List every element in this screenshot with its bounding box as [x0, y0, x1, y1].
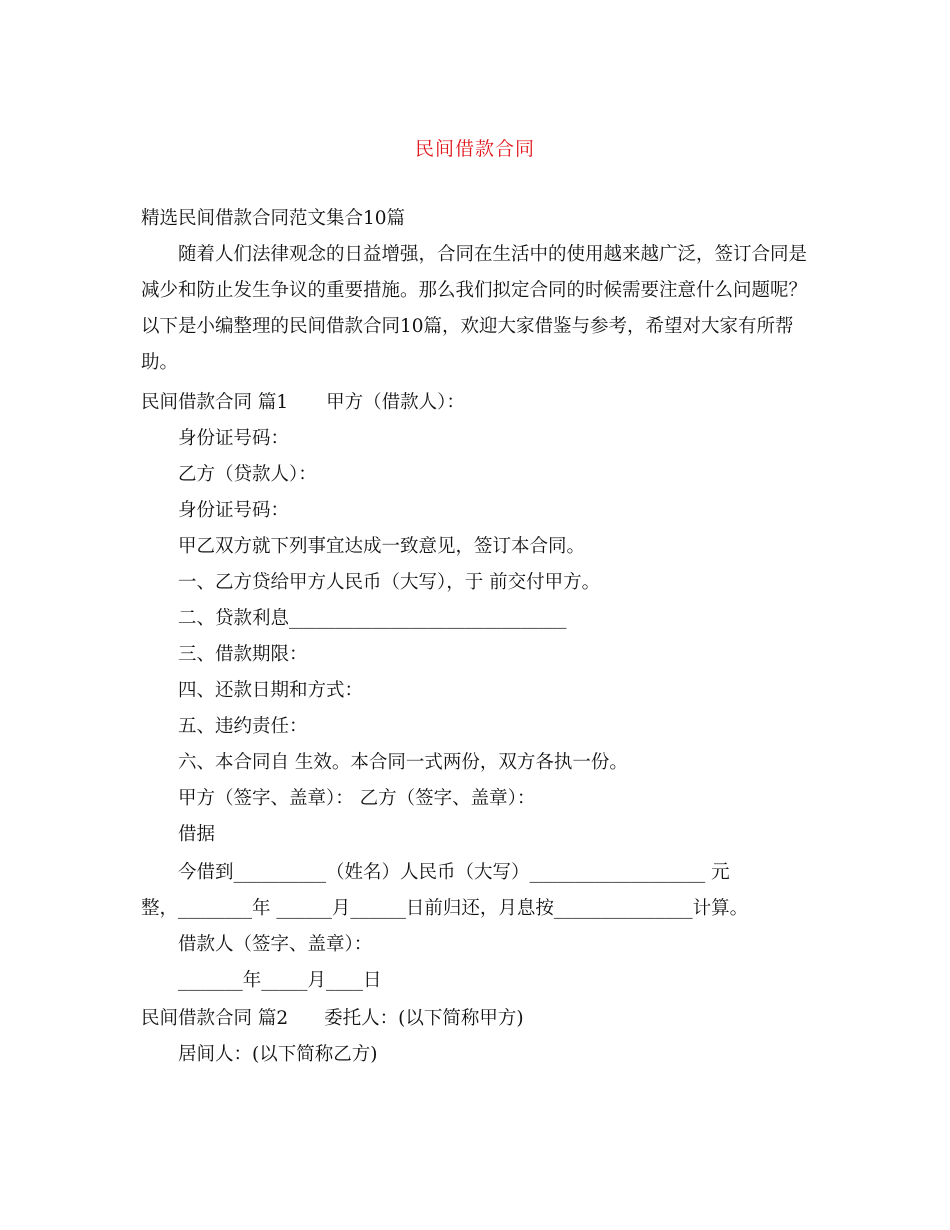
section1-line-13: 今借到__________（姓名）人民币（大写）___________________ 元	[178, 862, 730, 883]
section1-line-9: 五、违约责任：	[178, 716, 308, 737]
section2-principal: 委托人：(以下简称甲方)	[324, 1008, 524, 1029]
section2-intermediary: 居间人：(以下简称乙方)	[178, 1044, 378, 1065]
section1-line-1: 身份证号码：	[178, 428, 290, 449]
section2-heading: 民间借款合同 篇2	[141, 1008, 289, 1029]
section1-line-3: 身份证号码：	[178, 500, 290, 521]
section1-line-6: 二、贷款利息______________________________	[178, 608, 567, 629]
section1-continuation: 整，________年 ______月______日前归还，月息按_______________计算。	[141, 898, 749, 919]
section1-line-10: 六、本合同自 生效。本合同一式两份，双方各执一份。	[178, 752, 628, 773]
document-title: 民间借款合同	[414, 138, 535, 160]
section1-line-12: 借据	[178, 824, 216, 845]
section1-line-8: 四、还款日期和方式：	[178, 680, 364, 701]
section1-party-a: 甲方（借款人）：	[326, 392, 465, 413]
section1-line-7: 三、借款期限：	[178, 644, 308, 665]
intro-line-4: 助。	[141, 352, 179, 373]
section1-line-4: 甲乙双方就下列事宜达成一致意见，签订本合同。	[178, 536, 586, 557]
section1-line-5: 一、乙方贷给甲方人民币（大写），于 前交付甲方。	[178, 572, 601, 593]
section2-heading-row	[141, 1001, 524, 1037]
section1-tail-line-2: _______年_____月____日	[178, 970, 382, 991]
intro-line-2: 减少和防止发生争议的重要措施。那么我们拟定合同的时候需要注意什么问题呢？	[141, 280, 808, 301]
section1-heading-row	[141, 385, 465, 421]
section1-tail-line-1: 借款人（签字、盖章）：	[178, 934, 373, 955]
document-subtitle: 精选民间借款合同范文集合10篇	[141, 208, 406, 229]
intro-line-3: 以下是小编整理的民间借款合同10篇，欢迎大家借鉴与参考，希望对大家有所帮	[141, 316, 794, 337]
intro-line-1: 随着人们法律观念的日益增强，合同在生活中的使用越来越广泛，签订合同是	[141, 244, 808, 265]
section1-line-2: 乙方（贷款人）：	[178, 464, 317, 485]
section1-heading: 民间借款合同 篇1	[141, 392, 289, 413]
section1-line-11: 甲方（签字、盖章）： 乙方（签字、盖章）：	[178, 788, 536, 809]
